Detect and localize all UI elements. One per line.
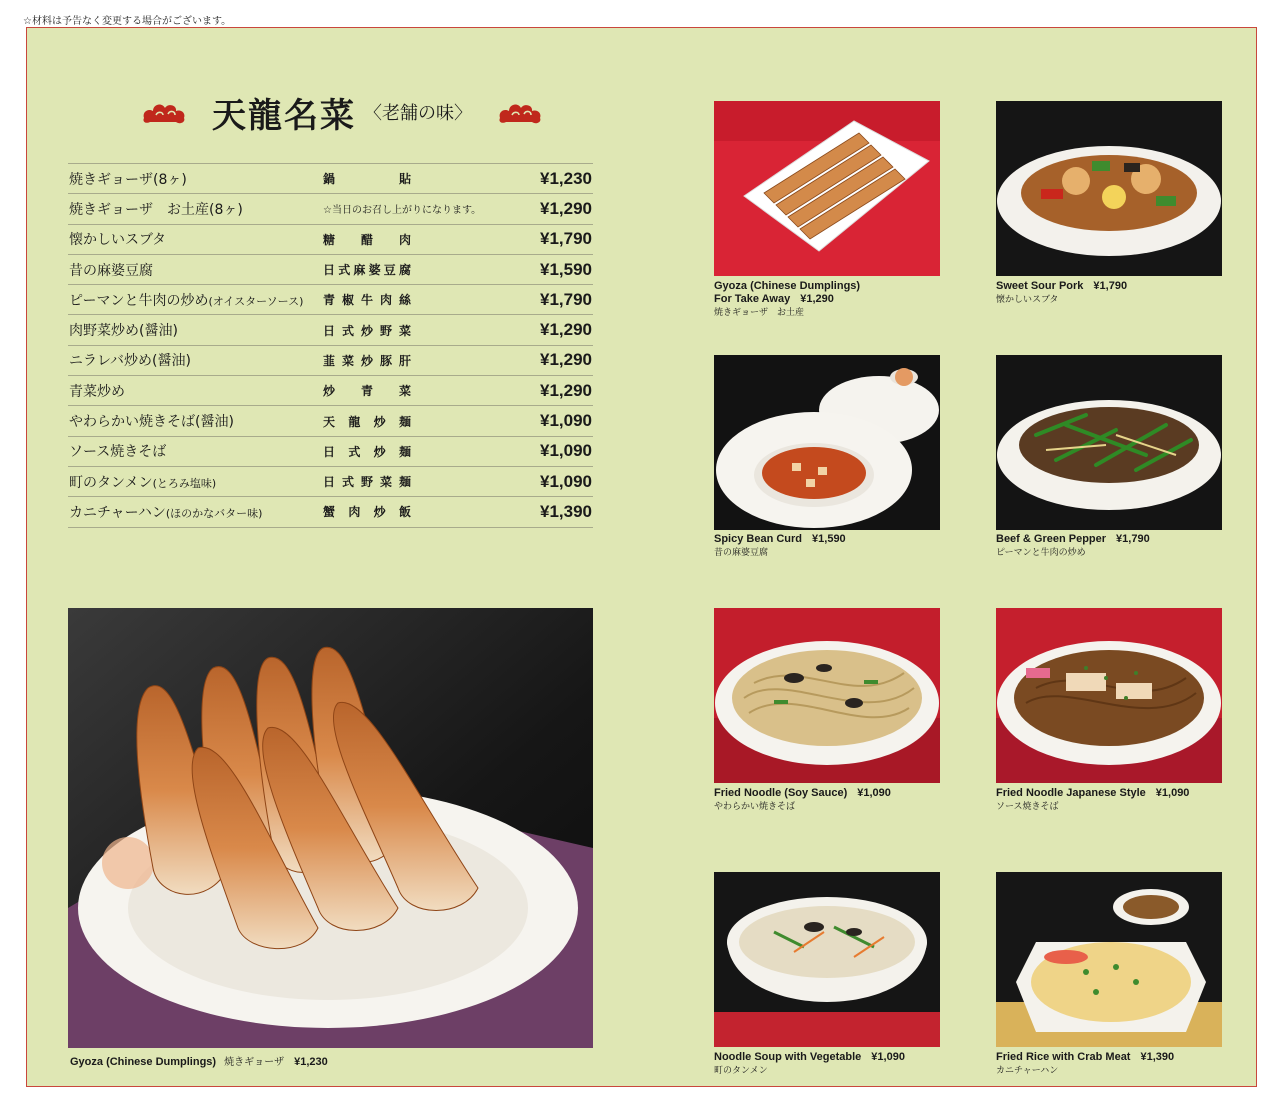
menu-item-name xyxy=(69,199,243,219)
menu-item-name-main: 町のタンメン xyxy=(69,474,153,491)
dish-caption-en: Noodle Soup with Vegetable xyxy=(714,1051,862,1063)
dish-caption xyxy=(714,533,846,558)
menu-item-name xyxy=(69,350,191,370)
dish-photo-noodle-soup xyxy=(714,872,940,1047)
menu-item-price: ¥1,290 xyxy=(540,198,592,218)
menu-item-name xyxy=(69,472,216,492)
menu-item-price: ¥1,090 xyxy=(540,411,592,431)
dish-caption-price: ¥1,090 xyxy=(857,787,891,799)
menu-item-name-main: ニラレバ炒め(醤油) xyxy=(69,353,191,370)
menu-item-name xyxy=(69,502,262,522)
dish-photo-beef-green-pepper xyxy=(996,355,1222,530)
menu-item-price: ¥1,090 xyxy=(540,471,592,491)
menu-item-name-main: 肉野菜炒め(醤油) xyxy=(69,323,178,340)
dish-caption-en: Spicy Bean Curd xyxy=(714,533,803,545)
menu-item-name xyxy=(69,229,166,249)
menu-item-price: ¥1,390 xyxy=(540,501,592,521)
dish-photo-fried-noodle-japanese xyxy=(996,608,1222,783)
dish-caption-en: Beef & Green Pepper xyxy=(996,533,1107,545)
dish-caption-en: Fried Rice with Crab Meat xyxy=(996,1051,1131,1063)
dish-photo-crab-fried-rice xyxy=(996,872,1222,1047)
dish-photo-gyoza-takeaway xyxy=(714,101,940,276)
dish-caption-jp: 焼きギョーザ お土産 xyxy=(714,307,805,317)
dish-caption-en: For Take Away xyxy=(714,293,791,305)
menu-item-name-extra: (オイスターソース) xyxy=(208,294,304,308)
section-subtitle: 〈老舗の味〉 xyxy=(364,103,472,124)
menu-item-chinese-name: 天 龍 炒 麺 xyxy=(323,414,411,429)
cloud-ornament-icon xyxy=(496,98,544,126)
feature-caption xyxy=(70,1053,328,1068)
menu-item-note: ☆当日のお召し上がりになります。 xyxy=(323,205,482,217)
menu-item-chinese-name: 日 式 麻 婆 豆 腐 xyxy=(323,263,411,278)
menu-row xyxy=(68,285,593,315)
gyoza-photo xyxy=(68,608,593,1048)
menu-item-price: ¥1,790 xyxy=(540,229,592,249)
menu-row xyxy=(68,225,593,255)
menu-item-chinese-name: 糖 醋 肉 xyxy=(323,232,411,247)
section-title: 天龍名菜 xyxy=(212,95,356,136)
notice-text: ☆材料は予告なく変更する場合がございます。 xyxy=(23,16,232,27)
dish-caption xyxy=(996,787,1189,812)
dish-caption-jp: 懐かしいスブタ xyxy=(996,294,1059,304)
menu-row xyxy=(68,163,593,194)
menu-table xyxy=(68,163,593,528)
menu-item-chinese-name: 日 式 炒 野 菜 xyxy=(323,323,411,338)
menu-item-chinese-name: 日 式 野 菜 麺 xyxy=(323,475,411,490)
menu-item-name-extra: (ほのかなバター味) xyxy=(165,506,263,520)
menu-item-price: ¥1,590 xyxy=(540,259,592,279)
menu-row xyxy=(68,406,593,436)
dish-caption-price: ¥1,790 xyxy=(1093,280,1128,292)
dish-caption-price: ¥1,090 xyxy=(871,1051,905,1063)
menu-item-name-main: 焼きギョーザ お土産(8ヶ) xyxy=(69,201,243,218)
dish-caption-price: ¥1,390 xyxy=(1140,1051,1175,1063)
dish-caption-en: Sweet Sour Pork xyxy=(996,280,1084,292)
menu-row xyxy=(68,376,593,406)
dish-photo-fried-noodle-soy xyxy=(714,608,940,783)
menu-item-chinese-name: 青 椒 牛 肉 絲 xyxy=(323,293,411,308)
menu-item-chinese-name: 鍋 貼 xyxy=(323,172,411,187)
menu-item-price: ¥1,790 xyxy=(540,289,592,309)
menu-item-chinese-name: 蟹 肉 炒 飯 xyxy=(323,505,411,520)
menu-item-name xyxy=(69,290,303,310)
menu-row xyxy=(68,346,593,376)
dish-caption-jp: 昔の麻婆豆腐 xyxy=(714,547,769,557)
menu-item-name xyxy=(69,411,234,431)
menu-item-price: ¥1,290 xyxy=(540,320,592,340)
dish-caption-jp: ピーマンと牛肉の炒め xyxy=(996,547,1086,557)
menu-item-name xyxy=(69,260,153,280)
dish-caption-jp: カニチャーハン xyxy=(996,1065,1059,1075)
dish-caption-en: Gyoza (Chinese Dumplings) xyxy=(714,280,861,292)
dish-caption-price: ¥1,090 xyxy=(1155,787,1190,799)
menu-item-price: ¥1,290 xyxy=(540,380,592,400)
menu-item-name-main: やわらかい焼きそば(醤油) xyxy=(69,414,234,431)
menu-item-name xyxy=(69,320,178,340)
menu-item-chinese-name: 日 式 炒 麺 xyxy=(323,444,411,459)
dish-photo-mapo-tofu xyxy=(714,355,940,530)
menu-item-name xyxy=(69,169,187,189)
menu-item-name-main: ピーマンと牛肉の炒め xyxy=(69,292,209,309)
dish-caption-price: ¥1,790 xyxy=(1116,533,1150,545)
feature-caption-en: Gyoza (Chinese Dumplings) xyxy=(70,1056,217,1068)
dish-caption xyxy=(714,280,860,318)
menu-item-name-main: ソース焼きそば xyxy=(69,444,167,461)
menu-row xyxy=(68,497,593,527)
menu-row xyxy=(68,467,593,497)
section-heading xyxy=(140,88,560,136)
dish-caption-jp: やわらかい焼きそば xyxy=(714,801,796,811)
dish-caption-en: Fried Noodle (Soy Sauce) xyxy=(714,787,848,799)
menu-item-name-main: カニチャーハン xyxy=(69,504,166,521)
menu-item-price: ¥1,090 xyxy=(540,441,592,461)
menu-item-name-extra: (とろみ塩味) xyxy=(152,476,217,490)
dish-caption xyxy=(714,1051,905,1076)
cloud-ornament-icon xyxy=(140,98,188,126)
menu-row xyxy=(68,437,593,467)
dish-caption-price: ¥1,290 xyxy=(800,293,834,305)
menu-item-price: ¥1,290 xyxy=(540,350,592,370)
dish-caption xyxy=(714,787,891,812)
menu-item-name-main: 懐かしいスブタ xyxy=(69,232,167,249)
dish-caption xyxy=(996,280,1127,305)
menu-item-name xyxy=(69,441,166,461)
menu-item-price: ¥1,230 xyxy=(540,168,592,188)
menu-row xyxy=(68,194,593,224)
dish-caption-jp: 町のタンメン xyxy=(714,1065,768,1075)
dish-photo-sweet-sour-pork xyxy=(996,101,1222,276)
menu-item-name-main: 青菜炒め xyxy=(69,383,125,400)
menu-row xyxy=(68,315,593,345)
menu-item-name-main: 昔の麻婆豆腐 xyxy=(69,262,153,279)
menu-item-name xyxy=(69,381,125,401)
menu-item-name-main: 焼きギョーザ(8ヶ) xyxy=(69,171,187,188)
dish-caption-jp: ソース焼きそば xyxy=(996,801,1059,811)
feature-caption-jp: 焼きギョーザ xyxy=(224,1057,285,1068)
dish-caption xyxy=(996,1051,1174,1076)
dish-caption-en: Fried Noodle Japanese Style xyxy=(996,787,1146,799)
feature-caption-price: ¥1,230 xyxy=(294,1056,328,1068)
dish-caption-price: ¥1,590 xyxy=(812,533,846,545)
menu-item-chinese-name: 韮 菜 炒 豚 肝 xyxy=(323,353,411,368)
dish-caption xyxy=(996,533,1150,558)
menu-row xyxy=(68,255,593,285)
menu-item-chinese-name: 炒 青 菜 xyxy=(323,384,411,399)
